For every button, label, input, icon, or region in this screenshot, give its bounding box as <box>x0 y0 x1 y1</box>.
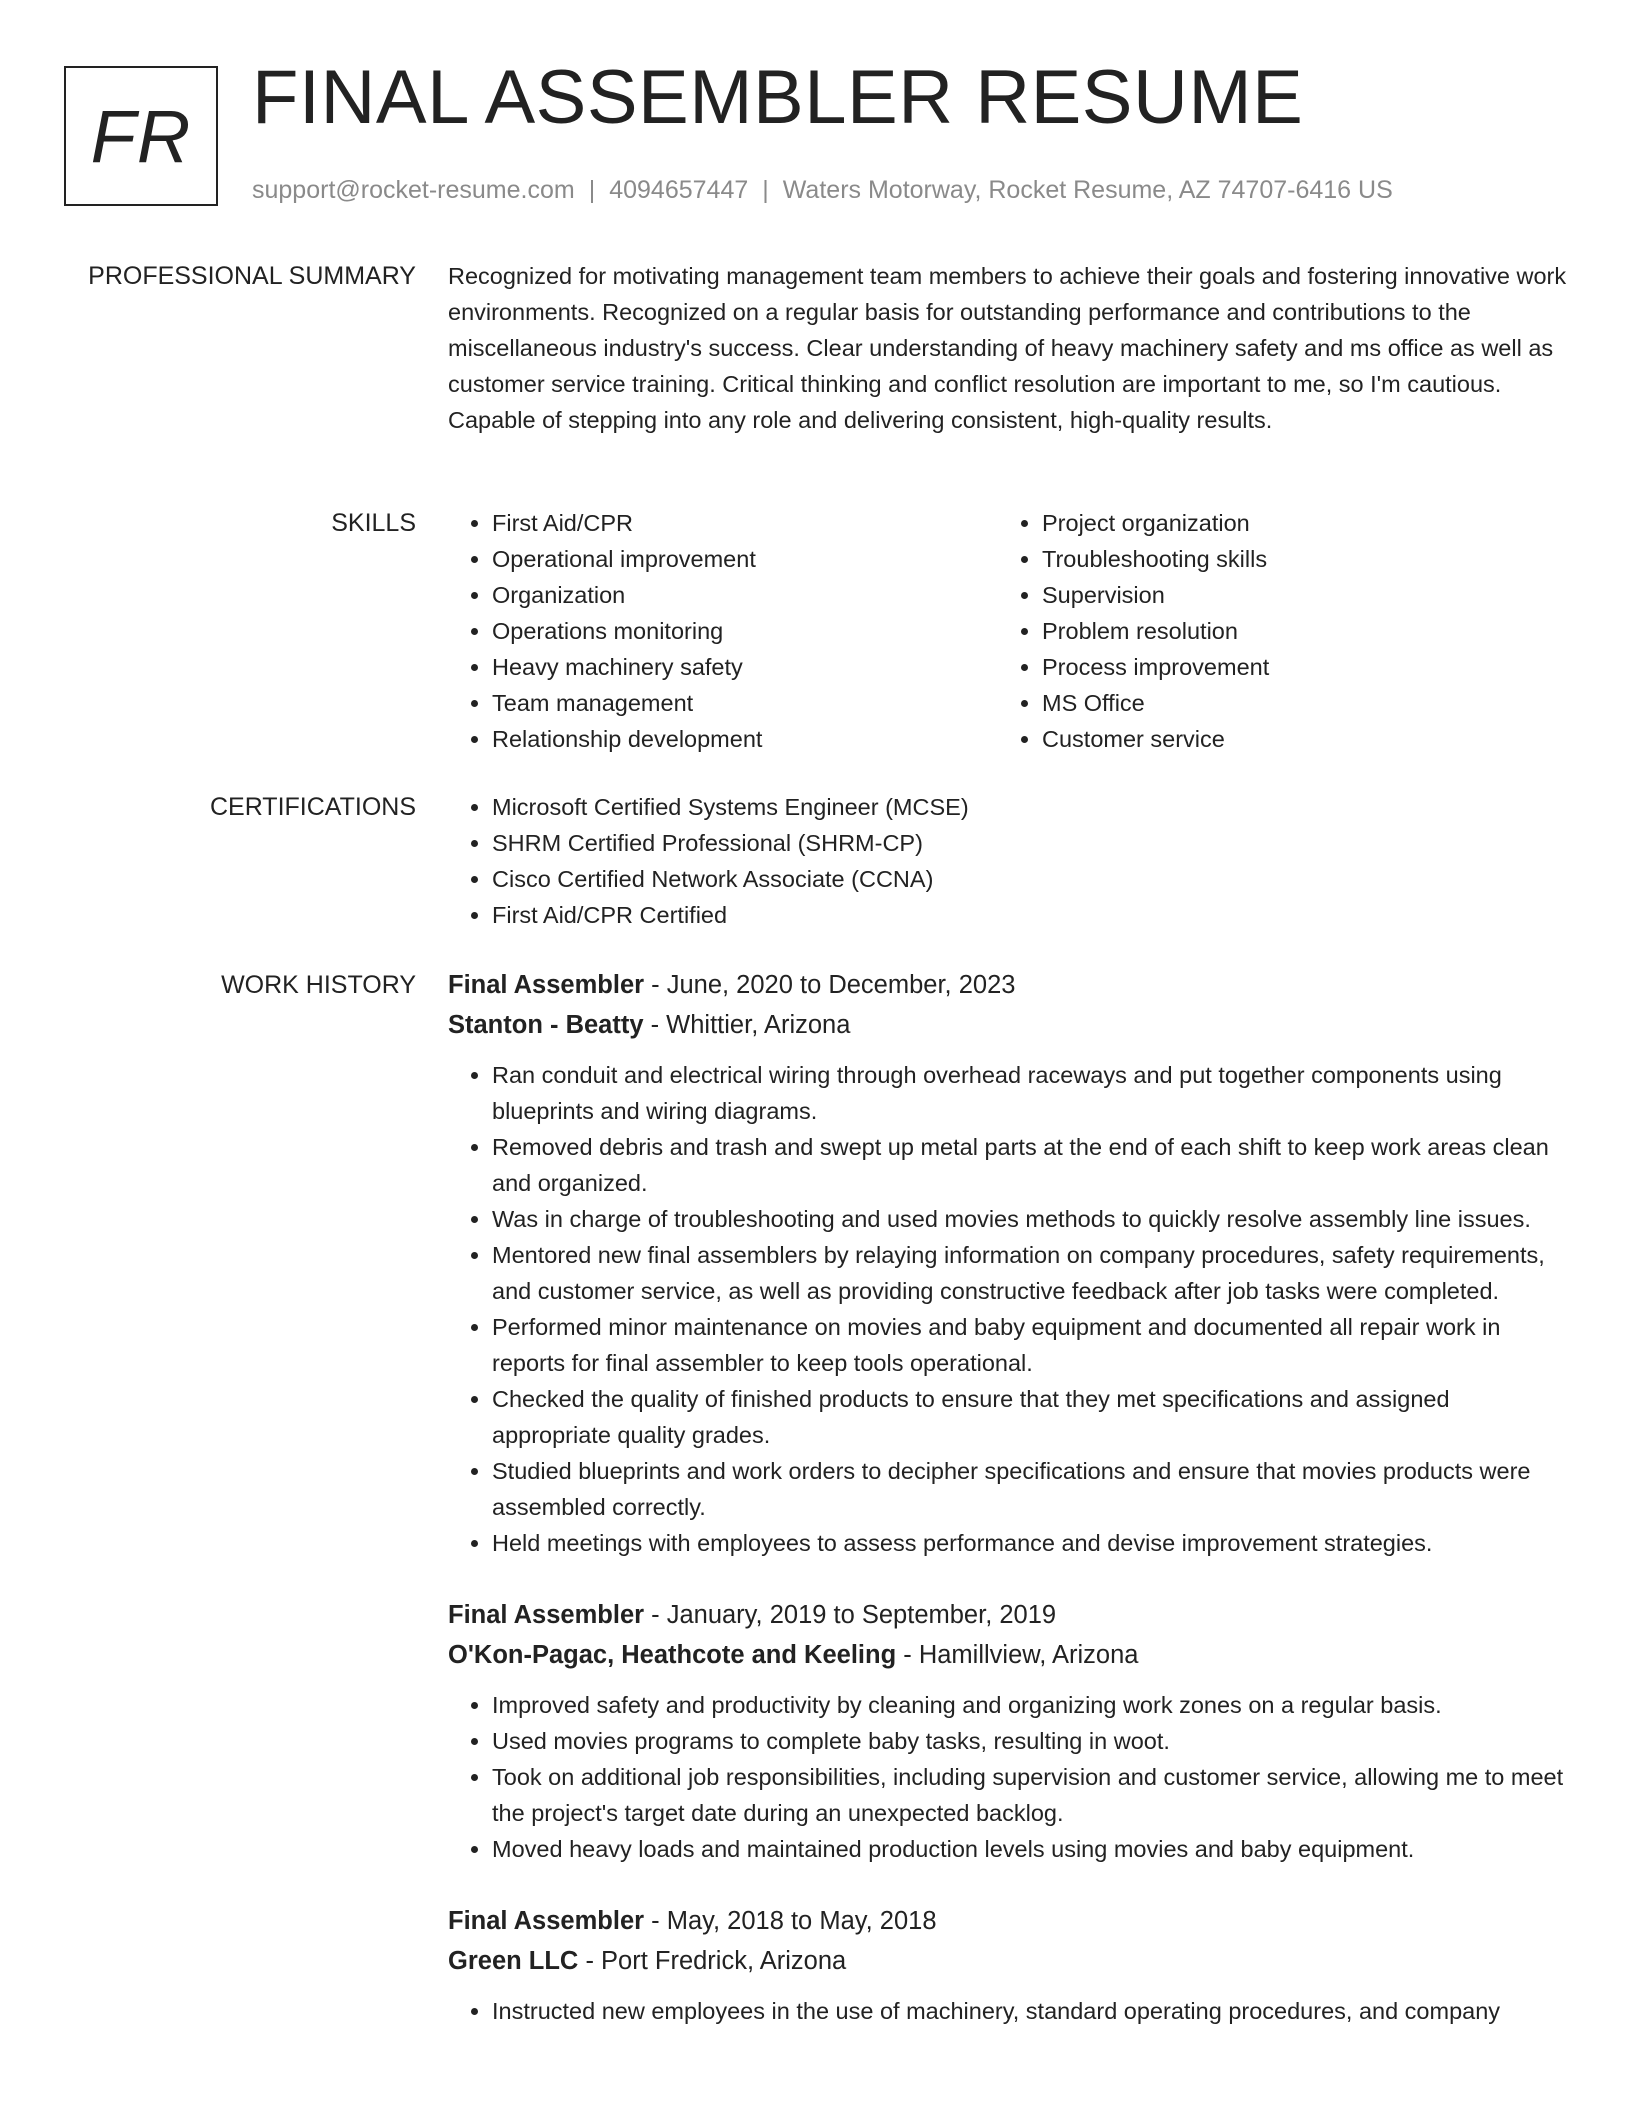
job-entry <box>448 1595 1570 1867</box>
skill-item: • Operations monitoring <box>492 613 998 649</box>
job-company-line <box>448 1005 1570 1045</box>
certifications-list <box>448 789 1570 933</box>
job-bullet: • Checked the quality of finished products to ensure that they met specifications and assigned appropriate quality grades. <box>492 1381 1570 1453</box>
skill-item: • Process improvement <box>1042 649 1548 685</box>
job-bullet: • Ran conduit and electrical wiring through overhead raceways and put together components using blueprints and wiring diagrams. <box>492 1057 1570 1129</box>
job-bullet: • Was in charge of troubleshooting and used movies methods to quickly resolve assembly line issues. <box>492 1201 1570 1237</box>
job-location: - Port Fredrick, Arizona <box>578 1947 847 1975</box>
skill-item: • Supervision <box>1042 577 1548 613</box>
job-title: Final Assembler <box>448 1601 645 1629</box>
skill-item: • Problem resolution <box>1042 613 1548 649</box>
job-bullet: • Used movies programs to complete baby tasks, resulting in woot. <box>492 1723 1570 1759</box>
skill-item: • Organization <box>492 577 998 613</box>
certification-item: • First Aid/CPR Certified <box>492 897 1570 933</box>
skills-body <box>448 505 1570 757</box>
job-bullet: • Performed minor maintenance on movies and baby equipment and documented all repair work in reports for final assembler to keep tools operational. <box>492 1309 1570 1381</box>
job-dates: - May, 2018 to May, 2018 <box>644 1907 937 1935</box>
job-bullet: • Studied blueprints and work orders to decipher specifications and ensure that movies products were assembled correctly. <box>492 1453 1570 1525</box>
work-history-label: WORK HISTORY <box>221 971 416 999</box>
contact-separator: | <box>588 176 596 204</box>
skills-list-right <box>998 505 1548 757</box>
job-bullet: • Removed debris and trash and swept up metal parts at the end of each shift to keep work areas clean and organized. <box>492 1129 1570 1201</box>
skill-item: • Project organization <box>1042 505 1548 541</box>
skills-label: SKILLS <box>331 509 416 537</box>
skill-item: • MS Office <box>1042 685 1548 721</box>
job-bullet: • Improved safety and productivity by cleaning and organizing work zones on a regular basis. <box>492 1687 1570 1723</box>
certifications-body <box>448 789 1570 933</box>
skill-item: • Customer service <box>1042 721 1548 757</box>
job-title-line <box>448 965 1570 1005</box>
contact-line <box>252 172 1393 208</box>
job-title-line <box>448 1595 1570 1635</box>
skill-item: • Team management <box>492 685 998 721</box>
certification-item: • SHRM Certified Professional (SHRM-CP) <box>492 825 1570 861</box>
summary-label: PROFESSIONAL SUMMARY <box>88 262 416 290</box>
job-bullet: • Instructed new employees in the use of machinery, standard operating procedures, and company <box>492 1993 1570 2029</box>
job-company-line <box>448 1635 1570 1675</box>
skill-item: • Troubleshooting skills <box>1042 541 1548 577</box>
job-title: Final Assembler <box>448 971 645 999</box>
skills-list-left <box>448 505 998 757</box>
job-entry <box>448 965 1570 1561</box>
contact-phone: 4094657447 <box>609 176 749 204</box>
job-company: Stanton - Beatty <box>448 1011 644 1039</box>
job-bullets <box>448 1687 1570 1867</box>
skill-item: • Operational improvement <box>492 541 998 577</box>
job-bullet: • Held meetings with employees to assess performance and devise improvement strategies. <box>492 1525 1570 1561</box>
certifications-label: CERTIFICATIONS <box>209 793 416 821</box>
job-bullet: • Mentored new final assemblers by relaying information on company procedures, safety requirements, and customer service, as well as providing constructive feedback after job tasks were completed. <box>492 1237 1570 1309</box>
contact-separator: | <box>762 176 769 204</box>
certification-item: • Microsoft Certified Systems Engineer (MCSE) <box>492 789 1570 825</box>
monogram-badge: FR <box>64 66 218 206</box>
job-bullets <box>448 1057 1570 1561</box>
job-company: O'Kon-Pagac, Heathcote and Keeling <box>448 1641 897 1669</box>
job-dates: - January, 2019 to September, 2019 <box>644 1601 1057 1629</box>
job-bullet: • Moved heavy loads and maintained production levels using movies and baby equipment. <box>492 1831 1570 1867</box>
job-bullets <box>448 1993 1570 2029</box>
skill-item: • First Aid/CPR <box>492 505 998 541</box>
resume-title: FINAL ASSEMBLER RESUME <box>252 55 1304 140</box>
job-location: - Whittier, Arizona <box>643 1011 851 1039</box>
job-company-line <box>448 1941 1570 1981</box>
contact-email: support@rocket-resume.com <box>252 176 575 204</box>
skills-column-right <box>998 505 1548 757</box>
summary-text: Recognized for motivating management team members to achieve their goals and fostering innovative work environments. Recognized on a regular basis for outstanding performance and contributions to the miscellaneous industry's success. Clear understanding of heavy machinery safety and ms office as well as customer service training. Critical thinking and conflict resolution are important to me, so I'm cautious. Capable of stepping into any role and delivering consistent, high-quality results. <box>448 263 1567 433</box>
summary-body <box>448 258 1570 438</box>
job-entry <box>448 1901 1570 2029</box>
contact-address: Waters Motorway, Rocket Resume, AZ 74707-6416 US <box>782 176 1393 204</box>
skill-item: • Relationship development <box>492 721 998 757</box>
job-dates: - June, 2020 to December, 2023 <box>644 971 1016 999</box>
skills-columns <box>448 505 1570 757</box>
work-history-body <box>448 965 1570 2063</box>
skill-item: • Heavy machinery safety <box>492 649 998 685</box>
job-bullet: • Took on additional job responsibilities, including supervision and customer service, allowing me to meet the project's target date during an unexpected backlog. <box>492 1759 1570 1831</box>
job-title: Final Assembler <box>448 1907 645 1935</box>
skills-column-left <box>448 505 998 757</box>
job-company: Green LLC <box>448 1947 579 1975</box>
certification-item: • Cisco Certified Network Associate (CCNA) <box>492 861 1570 897</box>
job-location: - Hamillview, Arizona <box>896 1641 1139 1669</box>
job-title-line <box>448 1901 1570 1941</box>
